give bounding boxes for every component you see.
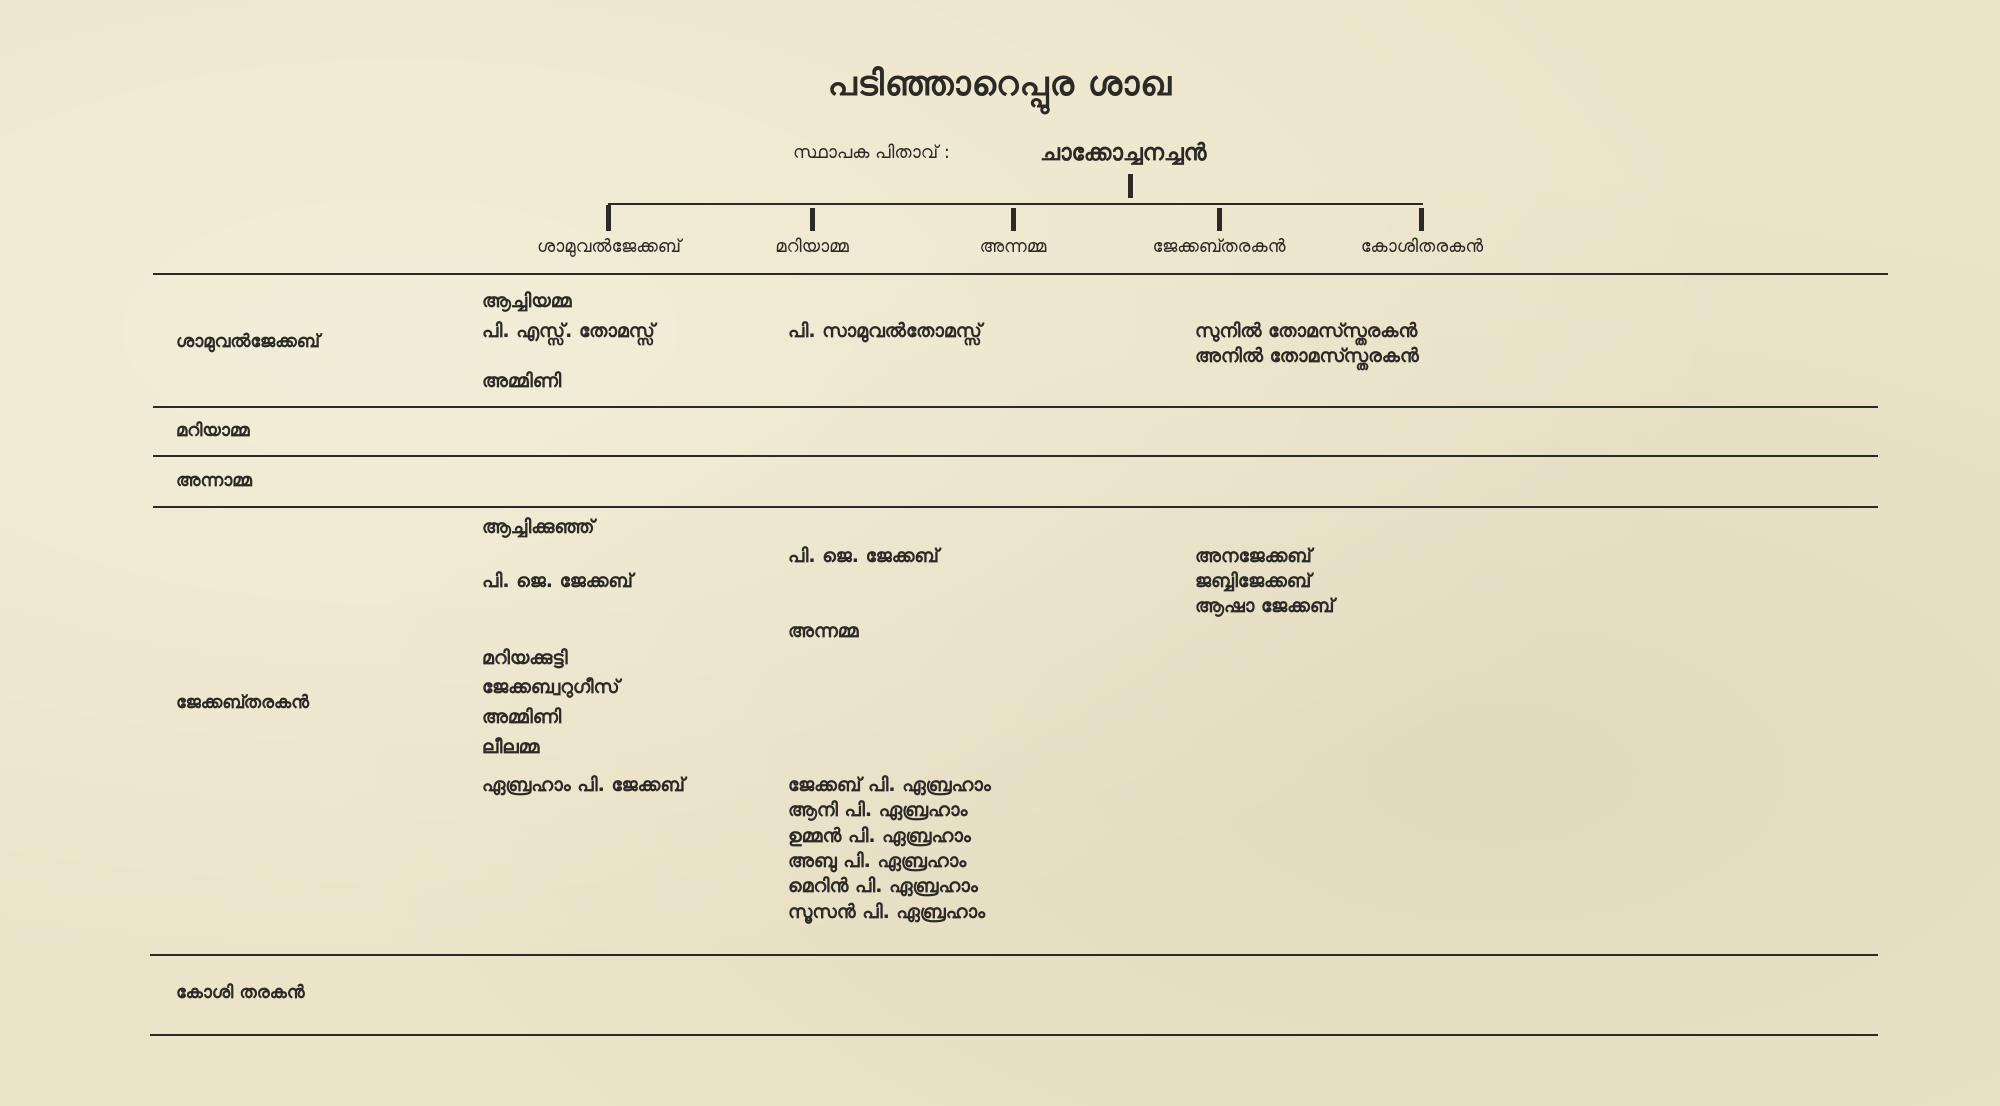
tree-drop-1	[606, 205, 611, 231]
child-name: മറിയാമ്മ	[775, 236, 849, 257]
row-label: ശാമുവൽജേക്കബ്	[176, 331, 320, 352]
descendant-name: മറിയക്കുട്ടി	[482, 647, 568, 669]
descendant-name: ഉമ്മൻ പി. ഏബ്രഹാം	[788, 825, 971, 847]
descendant-name: അനജേക്കബ്	[1195, 545, 1312, 567]
descendant-name: ജബ്ബിജേക്കബ്	[1195, 570, 1312, 592]
descendant-name: ജേക്കബ് പി. ഏബ്രഹാം	[788, 774, 991, 796]
tree-drop-5	[1419, 208, 1424, 231]
descendant-name: സുനിൽ തോമസ്സ്തരകൻ	[1195, 320, 1418, 342]
child-name: കോശിതരകൻ	[1360, 236, 1484, 257]
table-rule	[153, 406, 1878, 408]
table-rule	[153, 506, 1878, 508]
descendant-name: അനിൽ തോമസ്സ്തരകൻ	[1195, 345, 1419, 367]
descendant-name: പി. ജെ. ജേക്കബ്	[482, 570, 633, 592]
descendant-name: അബു പി. ഏബ്രഹാം	[788, 850, 967, 872]
row-label: കോശി തരകൻ	[176, 982, 305, 1003]
page-title: പടിഞ്ഞാറെപ്പുര ശാഖ	[827, 64, 1173, 104]
tree-stem	[1128, 174, 1133, 198]
founder-label: സ്ഥാപക പിതാവ് :	[793, 142, 950, 163]
table-rule	[150, 954, 1878, 956]
table-rule	[153, 273, 1888, 275]
descendant-name: അമ്മിണി	[482, 370, 562, 392]
tree-drop-3	[1011, 208, 1016, 231]
descendant-name: പി. ജെ. ജേക്കബ്	[788, 545, 939, 567]
descendant-name: ജേക്കബ്വറുഗീസ്	[482, 676, 620, 698]
table-rule	[150, 1034, 1878, 1036]
child-name: ശാമുവൽജേക്കബ്	[537, 236, 681, 257]
descendant-name: ആച്ചിയമ്മ	[482, 290, 572, 312]
descendant-name: പി. സാമുവൽതോമസ്സ്	[788, 320, 982, 342]
descendant-name: പി. എസ്സ്. തോമസ്സ്	[482, 320, 655, 342]
descendant-name: സൂസൻ പി. ഏബ്രഹാം	[788, 901, 986, 923]
descendant-name: മെറിൻ പി. ഏബ്രഹാം	[788, 875, 978, 897]
row-label: അന്നാമ്മ	[176, 470, 252, 491]
descendant-name: ഏബ്രഹാം പി. ജേക്കബ്	[482, 774, 685, 796]
tree-drop-4	[1217, 208, 1222, 231]
child-name: ജേക്കബ്തരകൻ	[1152, 236, 1286, 257]
descendant-name: ആനി പി. ഏബ്രഹാം	[788, 799, 968, 821]
row-label: ജേക്കബ്തരകൻ	[176, 692, 310, 713]
descendant-name: ആച്ചിക്കുഞ്ഞ്	[482, 516, 595, 538]
tree-drop-2	[810, 208, 815, 231]
tree-bar	[608, 203, 1423, 205]
descendant-name: അന്നമ്മ	[788, 620, 859, 642]
descendant-name: ലീലമ്മ	[482, 736, 540, 758]
descendant-name: ആഷാ ജേക്കബ്	[1195, 595, 1335, 617]
table-rule	[153, 455, 1878, 457]
descendant-name: അമ്മിണി	[482, 706, 562, 728]
row-label: മറിയാമ്മ	[176, 420, 250, 441]
founder-name: ചാക്കോച്ചനച്ചൻ	[1040, 140, 1207, 166]
child-name: അന്നമ്മ	[979, 236, 1047, 257]
